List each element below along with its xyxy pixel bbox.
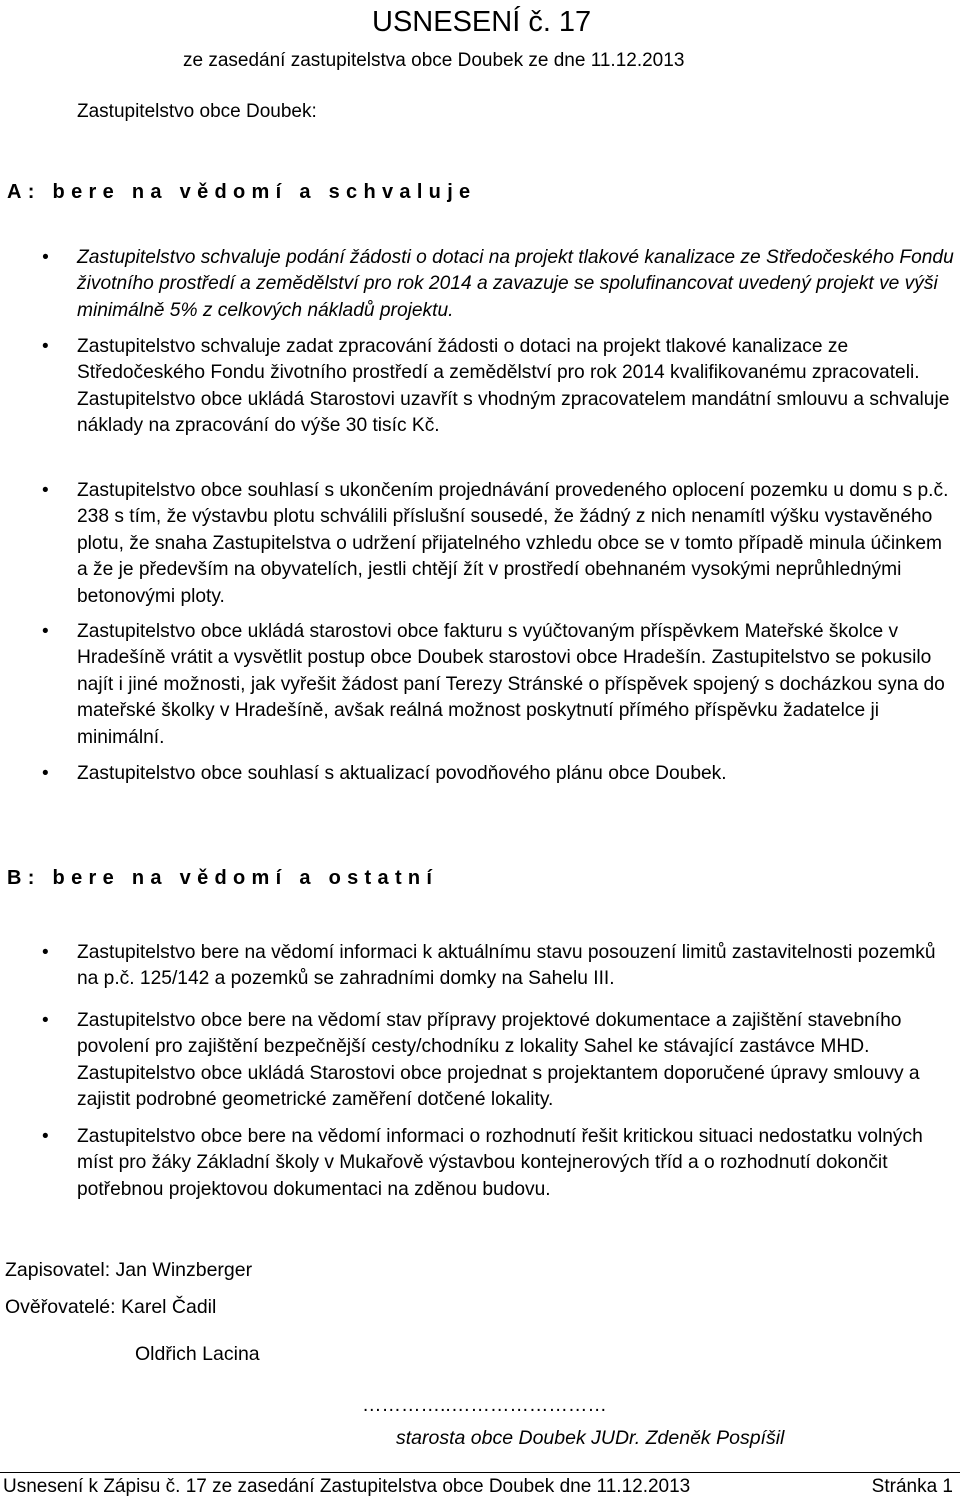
section-a-heading: A: bere na vědomí a schvaluje xyxy=(7,181,477,203)
bullet-icon: • xyxy=(42,763,49,784)
meeting-subtitle: ze zasedání zastupitelstva obce Doubek ze dne 11.12.2013 xyxy=(183,50,685,71)
list-item-text: Zastupitelstvo obce bere na vědomí informaci o rozhodnutí řešit kritickou situaci nedostatku volných míst pro žáky Základní školy v Mukařově výstavbou kontejnerových tříd a o rozhodnutí dokončit potřebnou projektovou dokumentaci na zděnou budovu. xyxy=(77,1126,923,1200)
list-item xyxy=(42,1124,957,1203)
recorder-line: Zapisovatel: Jan Winzberger xyxy=(5,1259,253,1281)
bullet-icon: • xyxy=(42,1010,49,1031)
footer-divider xyxy=(0,1472,960,1473)
page-title: USNESENÍ č. 17 xyxy=(372,6,592,38)
list-item xyxy=(42,1008,957,1114)
mayor-signature: starosta obce Doubek JUDr. Zdeněk Pospíšil xyxy=(396,1427,785,1449)
list-item xyxy=(42,761,957,787)
list-item xyxy=(42,245,957,324)
list-item xyxy=(42,478,957,610)
list-item-text: Zastupitelstvo obce souhlasí s aktualizací povodňového plánu obce Doubek. xyxy=(77,763,727,784)
page-number: Stránka 1 xyxy=(871,1476,953,1497)
bullet-icon: • xyxy=(42,621,49,642)
bullet-icon: • xyxy=(42,480,49,501)
bullet-icon: • xyxy=(42,942,49,963)
council-lead: Zastupitelstvo obce Doubek: xyxy=(77,101,317,122)
list-item-text: Zastupitelstvo obce ukládá starostovi obce fakturu s vyúčtovaným příspěvkem Mateřské školce v Hradešíně vrátit a vysvětlit postup obce Doubek starostovi obce Hradešín. Zastupitelstvo se pokusilo najít i jiné možnosti, jak vyřešit žádost paní Terezy Stránské o příspěvek spojený s docházkou syna do mateřské školky v Hradešíně, avšak reálná možnost poskytnutí přímého příspěvku žadatelce ji minimální. xyxy=(77,621,945,748)
list-item-text: Zastupitelstvo obce bere na vědomí stav přípravy projektové dokumentace a zajištění stavebního povolení pro zajištění bezpečnější cesty/chodníku z lokality Sahel ke stávající zastávce MHD. Zastupitelstvo obce ukládá Starostovi obce projednat s projektantem doporučené úpravy smlouvy a zajistit podrobné geometrické zaměření dotčené lokality. xyxy=(77,1010,920,1111)
footer-text: Usnesení k Zápisu č. 17 ze zasedání Zastupitelstva obce Doubek dne 11.12.2013 xyxy=(3,1476,691,1497)
signature-dots: …………..…………………… xyxy=(362,1394,607,1416)
section-b-heading: B: bere na vědomí a ostatní xyxy=(7,867,439,889)
verifiers-line: Ověřovatelé: Karel Čadil xyxy=(5,1296,217,1318)
second-verifier: Oldřich Lacina xyxy=(135,1343,260,1365)
list-item-text: Zastupitelstvo obce souhlasí s ukončením projednávání provedeného oplocení pozemku u domu s p.č. 238 s tím, že výstavbu plotu schválili příslušní sousedé, že žádný z nich nenamítl výšku vystavěného plotu, že snaha Zastupitelstva o udržení přijatelného vzhledu obce se v tomto případě minula účinkem a že je především na obyvatelích, jestli chtějí žít v prostředí obehnaném vysokými neprůhlednými betonovými ploty. xyxy=(77,480,949,607)
bullet-icon: • xyxy=(42,336,49,357)
bullet-icon: • xyxy=(42,247,49,268)
list-item xyxy=(42,334,957,440)
list-item-text: Zastupitelstvo bere na vědomí informaci k aktuálnímu stavu posouzení limitů zastavitelnosti pozemků na p.č. 125/142 a pozemků se zahradními domky na Sahelu III. xyxy=(77,942,936,990)
list-item-text: Zastupitelstvo schvaluje zadat zpracování žádosti o dotaci na projekt tlakové kanalizace ze Středočeského Fondu životního prostředí a zemědělství pro rok 2014 kvalifikovanému zpracovateli. Zastupitelstvo obce ukládá Starostovi uzavřít s vhodným zpracovatelem mandátní smlouvu a schvaluje náklady na zpracování do výše 30 tisíc Kč. xyxy=(77,336,950,437)
list-item-text: Zastupitelstvo schvaluje podání žádosti o dotaci na projekt tlakové kanalizace ze Středočeského Fondu životního prostředí a zemědělství pro rok 2014 a zavazuje se spolufinancovat uvedený projekt ve výši minimálně 5% z celkových nákladů projektu. xyxy=(77,247,954,321)
list-item xyxy=(42,940,957,993)
list-item xyxy=(42,619,957,751)
bullet-icon: • xyxy=(42,1126,49,1147)
